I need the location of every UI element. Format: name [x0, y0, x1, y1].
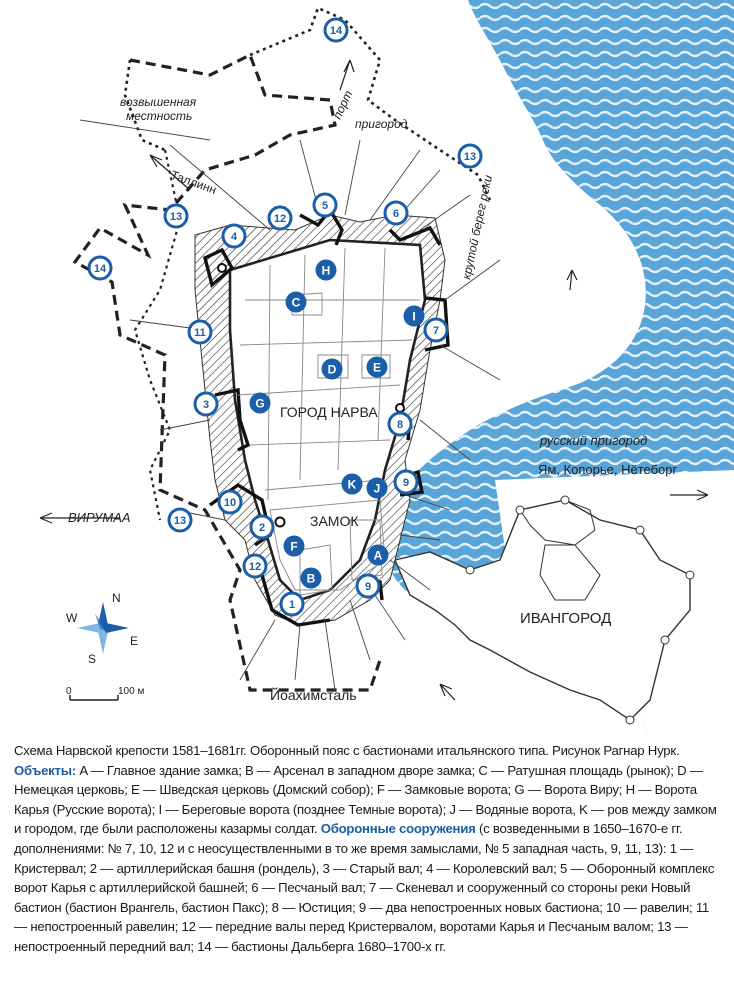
ivangorod-label: ИВАНГОРОД	[520, 610, 612, 627]
letter-marker	[367, 478, 388, 499]
objects-heading: Объекты:	[14, 762, 76, 778]
letter-marker-label: C	[291, 295, 301, 310]
numbered-marker-label: 9	[364, 581, 372, 593]
route-label: Ям, Копорье, Нётеборг	[538, 462, 678, 477]
caption-title: Схема Нарвской крепости 1581–1681гг. Оборонный пояс с бастионами итальянского типа. Рисунок Рагнар Нурк.	[14, 743, 680, 758]
numbered-marker	[314, 194, 336, 216]
numbered-marker	[223, 225, 245, 247]
numbered-marker	[425, 319, 447, 341]
letter-marker-label: G	[255, 396, 265, 411]
letter-marker-label: E	[372, 360, 382, 375]
numbered-marker-label: 5	[321, 200, 329, 212]
letter-marker	[404, 306, 425, 327]
numbered-marker-label: 8	[396, 419, 404, 431]
russian-suburb-label: русский пригород	[540, 433, 648, 448]
defense-text: (с возведенными в 1650–1670-е гг. дополнениями: № 7, 10, 12 и с неосуществленными в то же время замыслами, № 5 западная часть, 9, 11, 13): 1 — Кристервал; 2 — артиллерийская башня (рондель), 3 — Старый вал; 4 — Королевский вал; 5 — Оборонный комплекс ворот Карья с артиллерийской башней; 6 — Песчаный вал; 7 — Скеневал и сооруженный со стороны реки Новый бастион (бастион Врангель, бастион Пакс); 8 — Юстиция; 9 — два непостроенных новых бастиона; 10 — равелин; 11 — непостроенный равелин; 12 — передние валы перед Кристервалом, воротами Карья и Песчаным валом; 13 — непостроенный передний вал; 14 — бастионы Дальберга 1680–1700-х гг.	[14, 821, 715, 954]
letter-marker	[367, 357, 388, 378]
numbered-marker-label: 2	[258, 522, 266, 534]
numbered-marker-label: 11	[194, 327, 206, 339]
river-label-south: РЕКА НАРВА	[422, 619, 492, 694]
elevated-label-1: возвышенная	[120, 95, 197, 109]
letter-marker-label: D	[327, 362, 337, 377]
numbered-marker-label: 10	[223, 497, 237, 509]
numbered-marker	[459, 145, 481, 167]
tallinn-label: Таллинн	[168, 167, 219, 198]
letter-marker	[368, 545, 389, 566]
numbered-marker	[357, 575, 379, 597]
numbered-marker-label: 6	[392, 208, 400, 220]
letter-marker-label: K	[347, 477, 357, 492]
letter-marker	[286, 292, 307, 313]
castle-label: ЗАМОК	[310, 513, 359, 529]
numbered-marker	[389, 413, 411, 435]
scale-bar	[70, 695, 118, 700]
objects-text: A — Главное здание замка; B — Арсенал в западном дворе замка; C — Ратушная площадь (рынок); D — Немецкая церковь; E — Шведская церковь (Домский собор); F — Замковые ворота; G — Ворота Виру; H — Ворота Карья (Русские ворота); I — Береговые ворота (позднее Темные ворота); J — Водяные ворота, K — ров между замком и городом, где были расположены казармы солдат.	[14, 762, 717, 837]
compass-n: N	[112, 591, 121, 605]
letter-marker-label: H	[321, 263, 331, 278]
virumaa-label: ВИРУМАА	[68, 510, 131, 525]
numbered-marker-label: 9	[402, 477, 410, 489]
compass-e: E	[130, 634, 139, 648]
letter-marker	[250, 393, 271, 414]
numbered-marker-label: 13	[463, 151, 477, 163]
joachimsthal-label: Йоахимсталь	[270, 687, 357, 703]
numbered-marker-label: 13	[173, 515, 187, 527]
river-label-north: РЕКА НАРВА	[565, 258, 598, 346]
city-label: ГОРОД НАРВА	[280, 404, 378, 420]
numbered-marker	[244, 555, 266, 577]
letter-marker	[301, 568, 322, 589]
numbered-marker	[251, 516, 273, 538]
letter-marker-label: I	[412, 309, 416, 324]
letter-marker	[316, 260, 337, 281]
letter-marker-label: A	[373, 548, 383, 563]
compass-s: S	[88, 652, 97, 666]
numbered-marker	[219, 491, 241, 513]
numbered-marker-label: 7	[432, 325, 440, 337]
numbered-marker	[89, 257, 111, 279]
numbered-marker	[165, 205, 187, 227]
steep-bank-label: крутой берег реки	[459, 173, 496, 281]
numbered-marker-label: 12	[248, 561, 262, 573]
numbered-marker	[169, 509, 191, 531]
numbered-marker-label: 4	[230, 231, 238, 243]
letter-marker	[284, 536, 305, 557]
numbered-marker-label: 1	[288, 599, 296, 611]
scale-distance: 100 м	[118, 686, 145, 697]
numbered-marker-label: 13	[169, 211, 183, 223]
letter-marker-label: J	[373, 481, 381, 496]
numbered-marker	[195, 393, 217, 415]
compass-rose	[77, 602, 129, 654]
letter-marker	[322, 359, 343, 380]
numbered-marker-label: 3	[202, 399, 210, 411]
numbered-marker	[189, 321, 211, 343]
numbered-marker-label: 14	[93, 263, 107, 275]
numbered-marker	[325, 19, 347, 41]
letter-marker	[342, 474, 363, 495]
letter-marker-label: F	[290, 539, 298, 554]
numbered-marker-label: 12	[273, 213, 287, 225]
port-label: порт	[330, 88, 356, 122]
scale-zero: 0	[66, 686, 72, 697]
suburb-label: пригород	[355, 117, 408, 131]
defense-heading: Оборонные сооружения	[320, 821, 476, 837]
numbered-marker-label: 14	[329, 25, 343, 37]
numbered-marker	[395, 471, 417, 493]
numbered-marker	[281, 593, 303, 615]
elevated-label-2: местность	[126, 109, 193, 123]
letter-marker-label: B	[306, 571, 316, 586]
numbered-marker	[385, 202, 407, 224]
caption-objects	[14, 761, 720, 957]
map-caption	[14, 741, 720, 957]
compass-w: W	[66, 611, 78, 625]
numbered-marker	[269, 207, 291, 229]
